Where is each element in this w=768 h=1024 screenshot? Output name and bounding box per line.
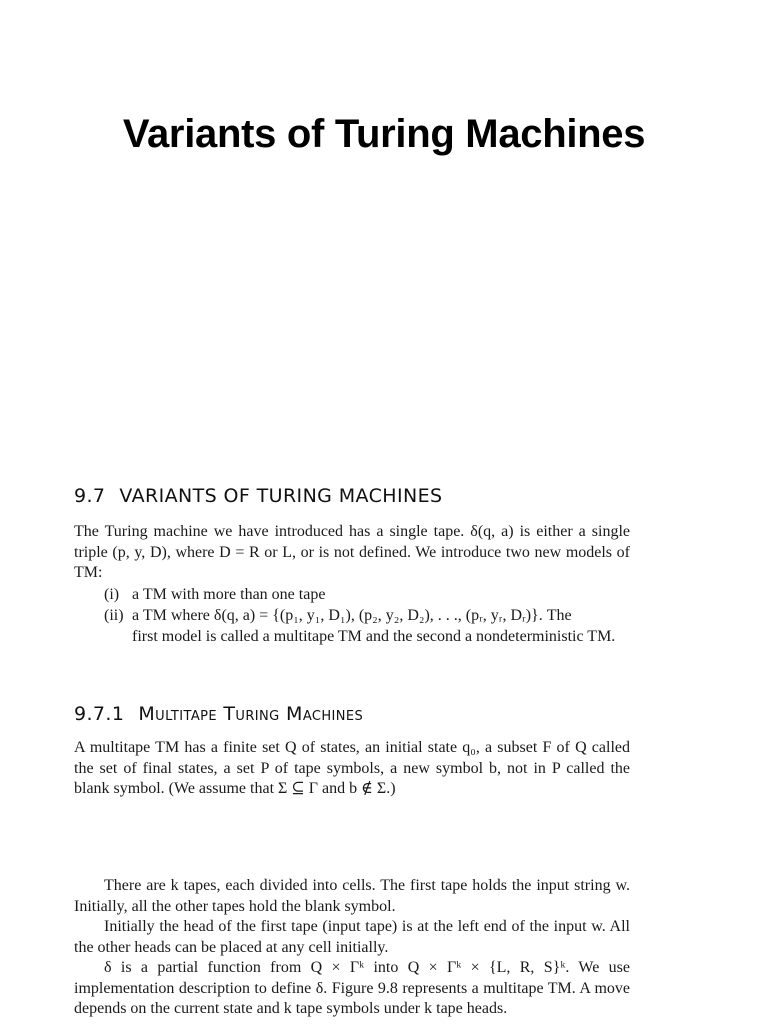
section-heading-9-7	[74, 485, 442, 507]
section-number: 9.7	[74, 485, 106, 507]
section-title: VARIANTS OF TURING MACHINES	[119, 485, 443, 507]
page-title: Variants of Turing Machines	[122, 112, 646, 156]
paragraph-line: Initially the head of the first tape (input tape) is at the left end of the input w. All the other heads can be placed at any cell initially.	[74, 918, 630, 956]
list-marker: (i)	[104, 586, 120, 603]
multitape-paragraph-1: A multitape TM has a finite set Q of states, an initial state q₀, a subset F of Q called the set of final states, a set P of tape symbols, a new symbol b, not in P called the blank symbol. (We assume that Σ ⊆ Γ and b ∉ Σ.)	[74, 739, 630, 797]
paragraph-line: There are k tapes, each divided into cells. The first tape holds the input string w. Initially, all the other tapes hold the blank symbol.	[74, 877, 630, 915]
list-item-2-continuation: first model is called a multitape TM and the second a nondeterministic TM.	[132, 628, 616, 645]
list-text: a TM where δ(q, a) = {(p₁, y₁, D₁), (p₂, y₂, D₂), . . ., (pᵣ, yᵣ, Dᵣ)}. The	[132, 607, 572, 624]
section-number: 9.7.1	[74, 703, 125, 725]
section-title: Multitape Turing Machines	[138, 703, 364, 725]
list-item-1	[104, 585, 630, 606]
section-heading-9-7-1	[74, 703, 363, 725]
list-item-2	[104, 606, 630, 627]
list-text: a TM with more than one tape	[132, 586, 326, 603]
paragraph-line: δ is a partial function from Q × Γᵏ into Q × Γᵏ × {L, R, S}ᵏ. We use implementation description to define δ. Figure 9.8 represents a multitape TM. A move depends on the current state and k tape symbols under k tape heads.	[74, 959, 630, 1017]
intro-paragraph: The Turing machine we have introduced has a single tape. δ(q, a) is either a single triple (p, y, D), where D = R or L, or is not defined. We introduce two new models of TM:	[74, 523, 630, 581]
multitape-paragraph-2	[74, 876, 630, 1020]
list-marker: (ii)	[104, 607, 124, 624]
